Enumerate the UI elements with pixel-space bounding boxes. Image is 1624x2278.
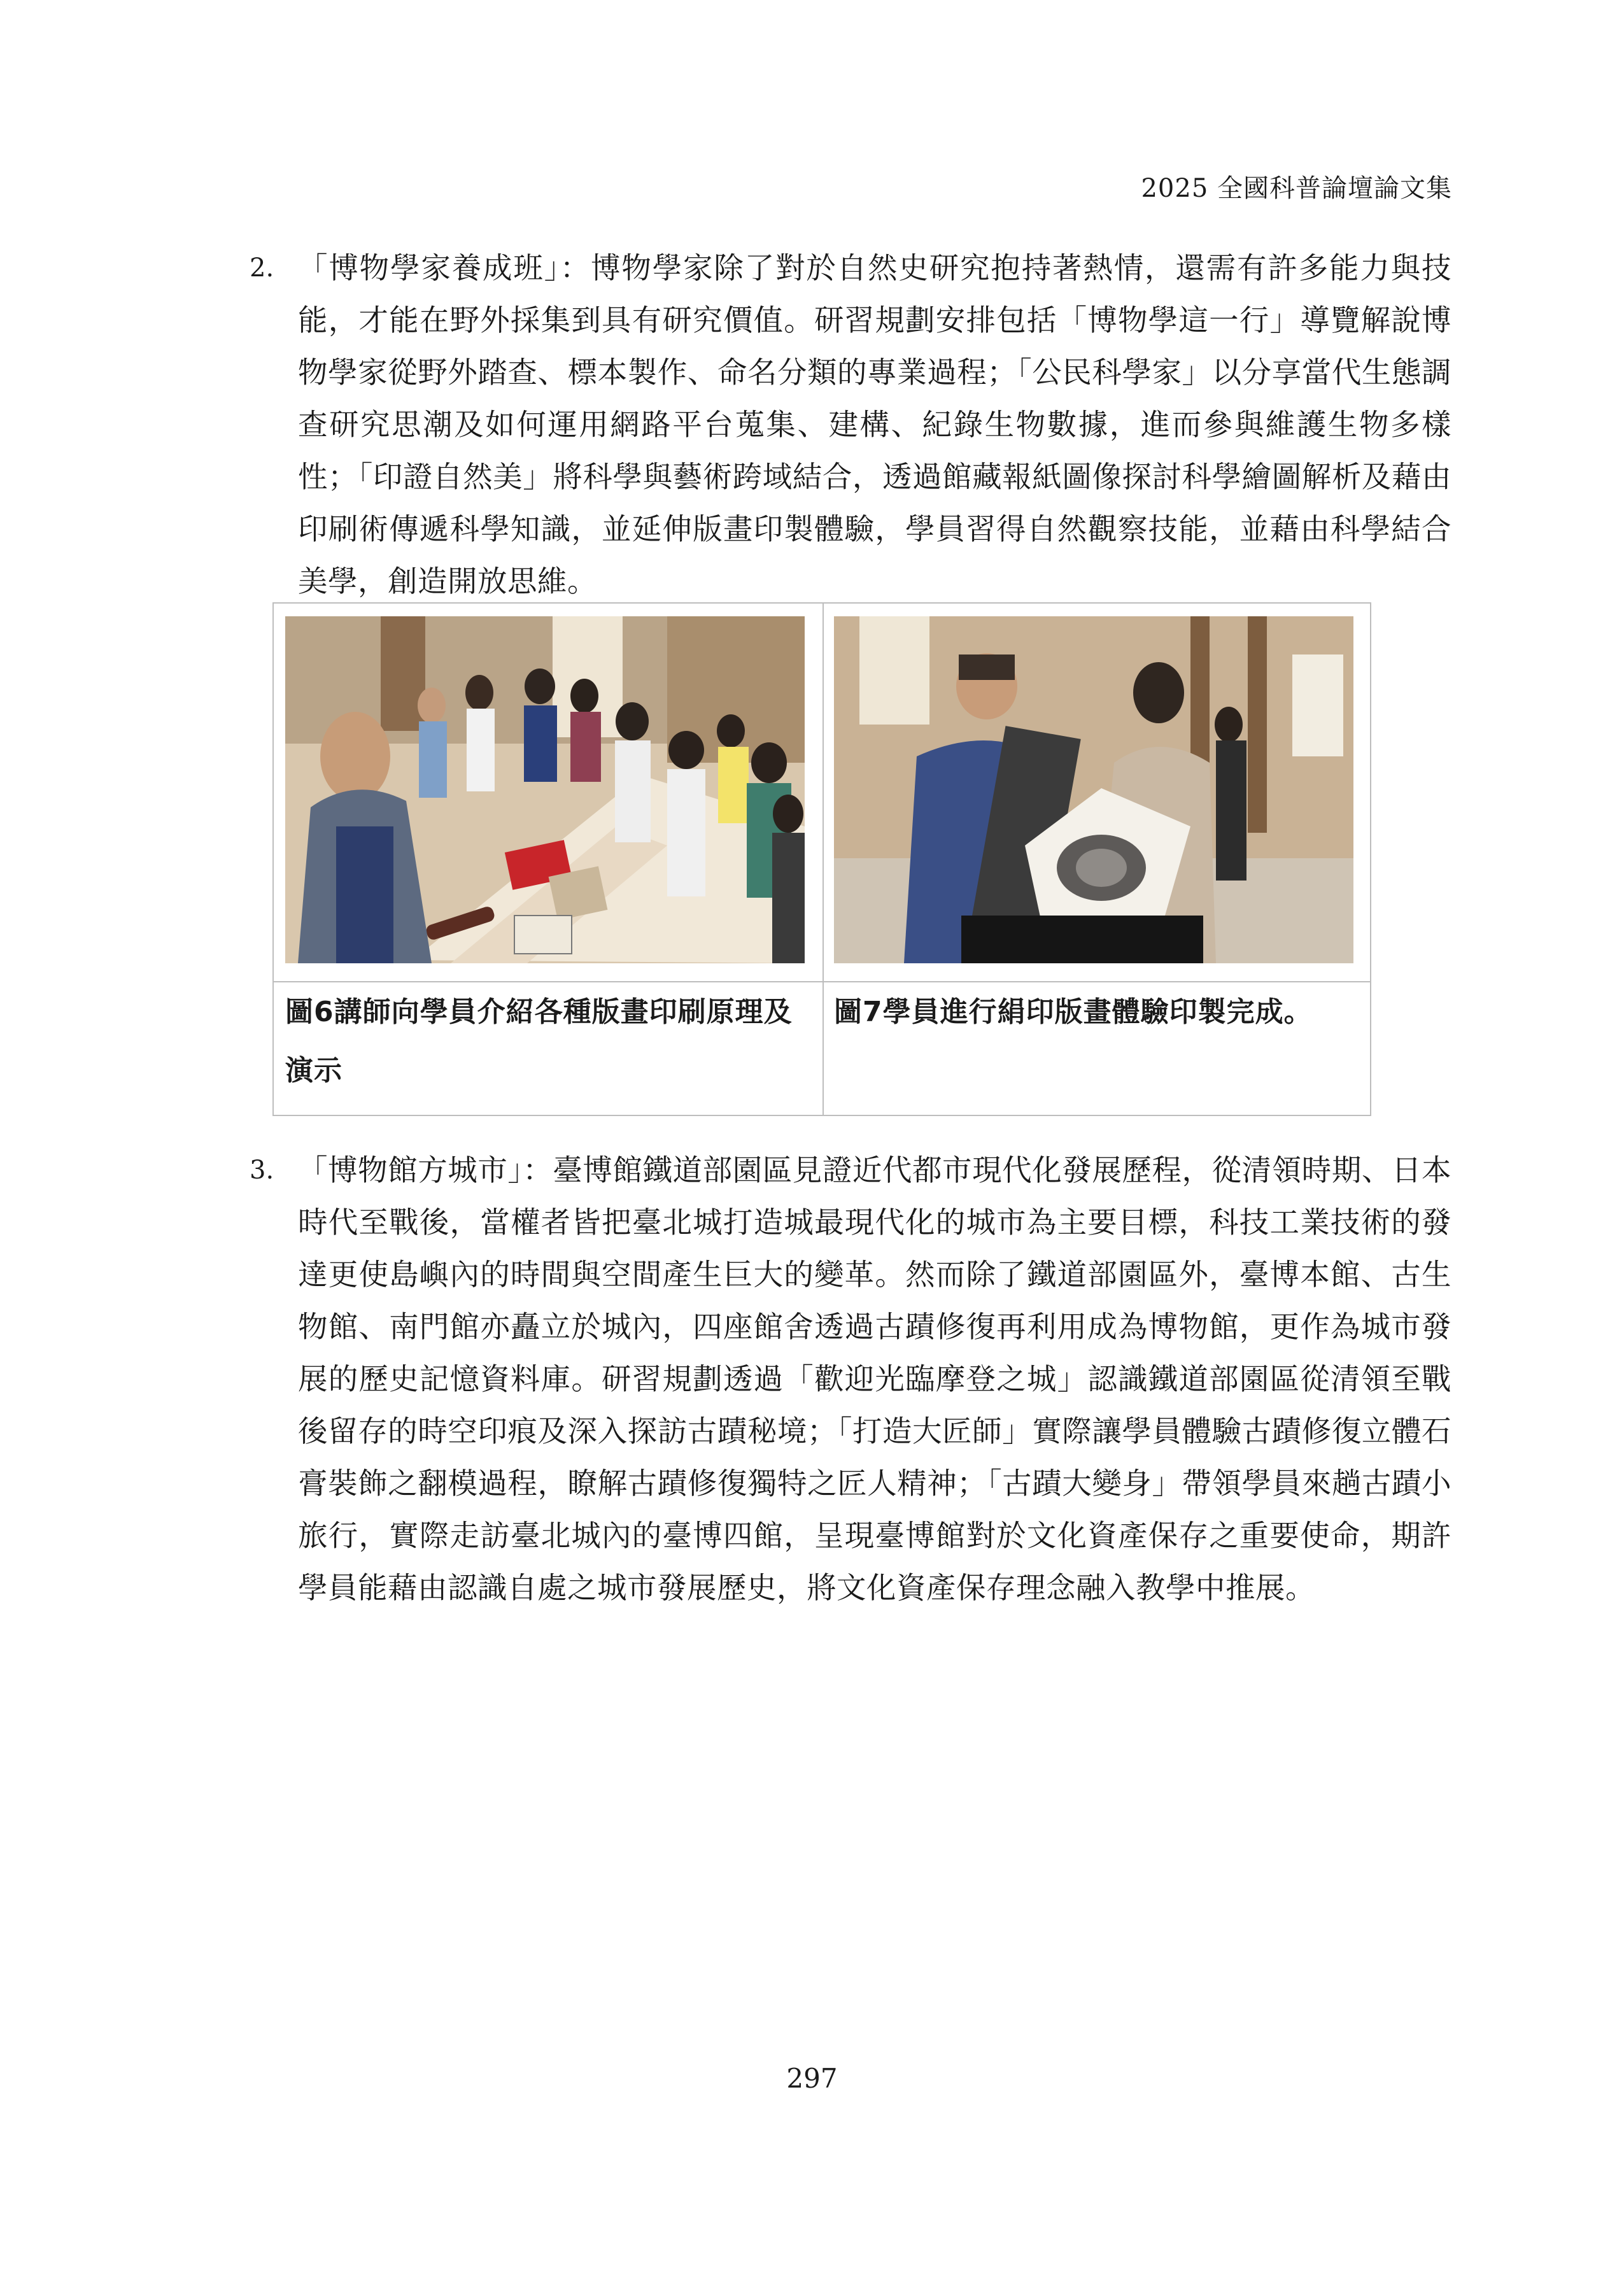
list-item-number: 3. — [250, 1156, 274, 1185]
running-header: 2025 全國科普論壇論文集 — [1141, 174, 1452, 203]
figure-table — [272, 602, 1371, 1116]
workshop-photo-silkscreen-print — [834, 616, 1353, 963]
list-item-2 — [250, 242, 1459, 607]
table-divider-vertical — [823, 604, 824, 1115]
figure-6-caption: 圖6講師向學員介紹各種版畫印刷原理及演示 — [285, 996, 793, 1087]
page-number: 297 — [786, 2063, 838, 2094]
list-item-number: 2. — [250, 253, 274, 283]
list-item-text: 「博物館方城市」：臺博館鐵道部園區見證近代都市現代化發展歷程，從清領時期、日本時代至戰後，當權者皆把臺北城打造城最現代化的城市為主要目標，科技工業技術的發達更使島嶼內的時間與空間產生巨大的變革。然而除了鐵道部園區外，臺博本館、古生物館、南門館亦矗立於城內，四座館舍透過古蹟修復再利用成為博物館，更作為城市發展的歷史記憶資料庫。研習規劃透過「歡迎光臨摩登之城」認識鐵道部園區從清領至戰後留存的時空印痕及深入探訪古蹟秘境；「打造大匠師」實際讓學員體驗古蹟修復立體石膏裝飾之翻模過程，瞭解古蹟修復獨特之匠人精神；「古蹟大變身」帶領學員來趟古蹟小旅行，實際走訪臺北城內的臺博四館，呈現臺博館對於文化資產保存之重要使命，期許學員能藉由認識自處之城市發展歷史，將文化資產保存理念融入教學中推展。 — [298, 1153, 1451, 1605]
workshop-photo-printmaking-demo — [285, 616, 805, 963]
list-item-text: 「博物學家養成班」：博物學家除了對於自然史研究抱持著熱情，還需有許多能力與技能，才能在野外採集到具有研究價值。研習規劃安排包括「博物學這一行」導覽解說博物學家從野外踏查、標本製作、命名分類的專業過程；「公民科學家」以分享當代生態調查研究思潮及如何運用網路平台蒐集、建構、紀錄生物數據，進而參與維護生物多樣性；「印證自然美」將科學與藝術跨域結合，透過館藏報紙圖像探討科學繪圖解析及藉由印刷術傳遞科學知識，並延伸版畫印製體驗，學員習得自然觀察技能，並藉由科學結合美學，創造開放思維。 — [298, 251, 1451, 598]
list-item-3 — [250, 1144, 1459, 1614]
figure-7-caption: 圖7學員進行絹印版畫體驗印製完成。 — [834, 996, 1313, 1028]
table-divider-horizontal — [274, 981, 1370, 982]
